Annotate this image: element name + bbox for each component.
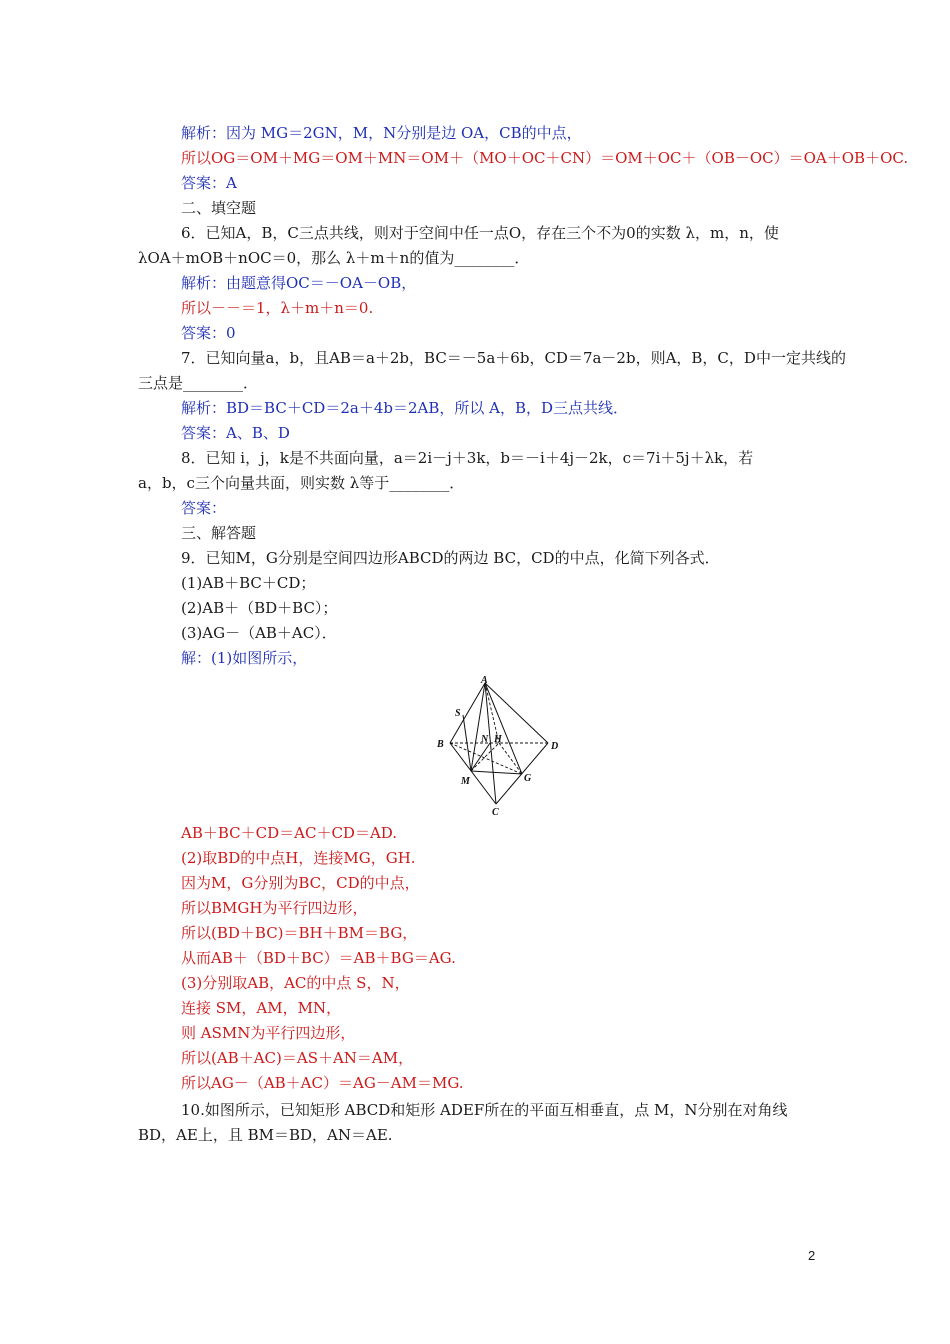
text-line: 10.如图所示，已知矩形 ABCD和矩形 ADEF所在的平面互相垂直，点 M，N分别在对角线	[181, 1101, 788, 1119]
text-line: 7．已知向量a，b，且AB＝a＋2b，BC＝－5a＋6b，CD＝7a－2b，则A，B，C，D中一定共线的	[181, 349, 846, 367]
text-line: (2)AB＋（BD＋BC）；	[181, 599, 338, 617]
text-line: (2)取BD的中点H，连接MG，GH.	[181, 849, 416, 867]
page-number: 2	[808, 1248, 816, 1263]
text-line: BD，AE上，且 BM＝BD，AN＝AE.	[138, 1126, 393, 1144]
label-c: C	[492, 807, 499, 818]
label-b: B	[437, 739, 444, 750]
text-line: 答案：	[181, 499, 227, 517]
text-line: AB＋BC＋CD＝AC＋CD＝AD.	[181, 824, 398, 842]
text-line: 所以AG－（AB＋AC）＝AG－AM＝MG.	[181, 1074, 464, 1092]
text-line: 从而AB＋（BD＋BC）＝AB＋BG＝AG.	[181, 949, 456, 967]
text-line: 解：(1)如图所示，	[181, 649, 308, 667]
edge-mn	[471, 743, 490, 771]
tetrahedron-figure	[430, 674, 570, 820]
text-line: 则 ASMN为平行四边形，	[181, 1024, 356, 1042]
label-m: M	[461, 776, 470, 787]
label-n: N	[481, 734, 489, 745]
text-line: 所以(AB＋AC)＝AS＋AN＝AM，	[181, 1049, 414, 1067]
text-line: 三、解答题	[181, 524, 257, 542]
text-line: 所以BMGH为平行四边形，	[181, 899, 368, 917]
text-line: 解析：BD＝BC＋CD＝2a＋4b＝2AB，所以 A，B，D三点共线．	[181, 399, 629, 417]
label-g: G	[524, 773, 532, 784]
label-d: D	[551, 741, 559, 752]
text-line: 8．已知 i，j，k是不共面向量，a＝2i－j＋3k，b＝－i＋4j－2k，c＝7i＋5j＋λk，若	[181, 449, 754, 467]
text-line: a，b，c三个向量共面，则实数 λ等于________．	[138, 474, 465, 492]
text-line: 因为M，G分别为BC，CD的中点，	[181, 874, 420, 892]
text-line: 所以(BD＋BC)＝BH＋BM＝BG，	[181, 924, 418, 942]
text-line: 所以－－＝1，λ＋m＋n＝0.	[181, 299, 374, 317]
text-line: (3)分别取AB，AC的中点 S，N，	[181, 974, 410, 992]
text-line: λOA＋mOB＋nOC＝0，那么 λ＋m＋n的值为________．	[138, 249, 530, 267]
text-line: 解析：由题意得OC＝－OA－OB，	[181, 274, 417, 292]
text-line: 二、填空题	[181, 199, 257, 217]
text-line: 答案：0	[181, 324, 236, 342]
label-a: A	[481, 675, 488, 686]
text-line: 9．已知M，G分别是空间四边形ABCD的两边 BC，CD的中点，化简下列各式．	[181, 549, 720, 567]
edge-ag	[485, 683, 522, 774]
text-line: (1)AB＋BC＋CD；	[181, 574, 316, 592]
text-line: 三点是________．	[138, 374, 259, 392]
edge-mg	[471, 771, 522, 774]
text-line: 6．已知A，B，C三点共线，则对于空间中任一点O，存在三个不为0的实数 λ，m，n，使	[181, 224, 779, 242]
label-h: H	[494, 734, 502, 745]
text-line: 解析：因为 MG＝2GN，M，N分别是边 OA，CB的中点，	[181, 124, 582, 142]
edge-am	[471, 683, 485, 771]
text-line: 答案：A、B、D	[181, 424, 290, 442]
text-line: (3)AG－（AB＋AC）．	[181, 624, 337, 642]
edge-bc	[450, 743, 496, 804]
text-line: 连接 SM，AM，MN，	[181, 999, 342, 1017]
label-s: S	[455, 708, 461, 719]
text-line: 所以OG＝OM＋MG＝OM＋MN＝OM＋（MO＋OC＋CN）＝OM＋OC＋（OB－OC）＝OA＋OB＋OC.	[181, 149, 909, 167]
text-line: 答案：A	[181, 174, 237, 192]
